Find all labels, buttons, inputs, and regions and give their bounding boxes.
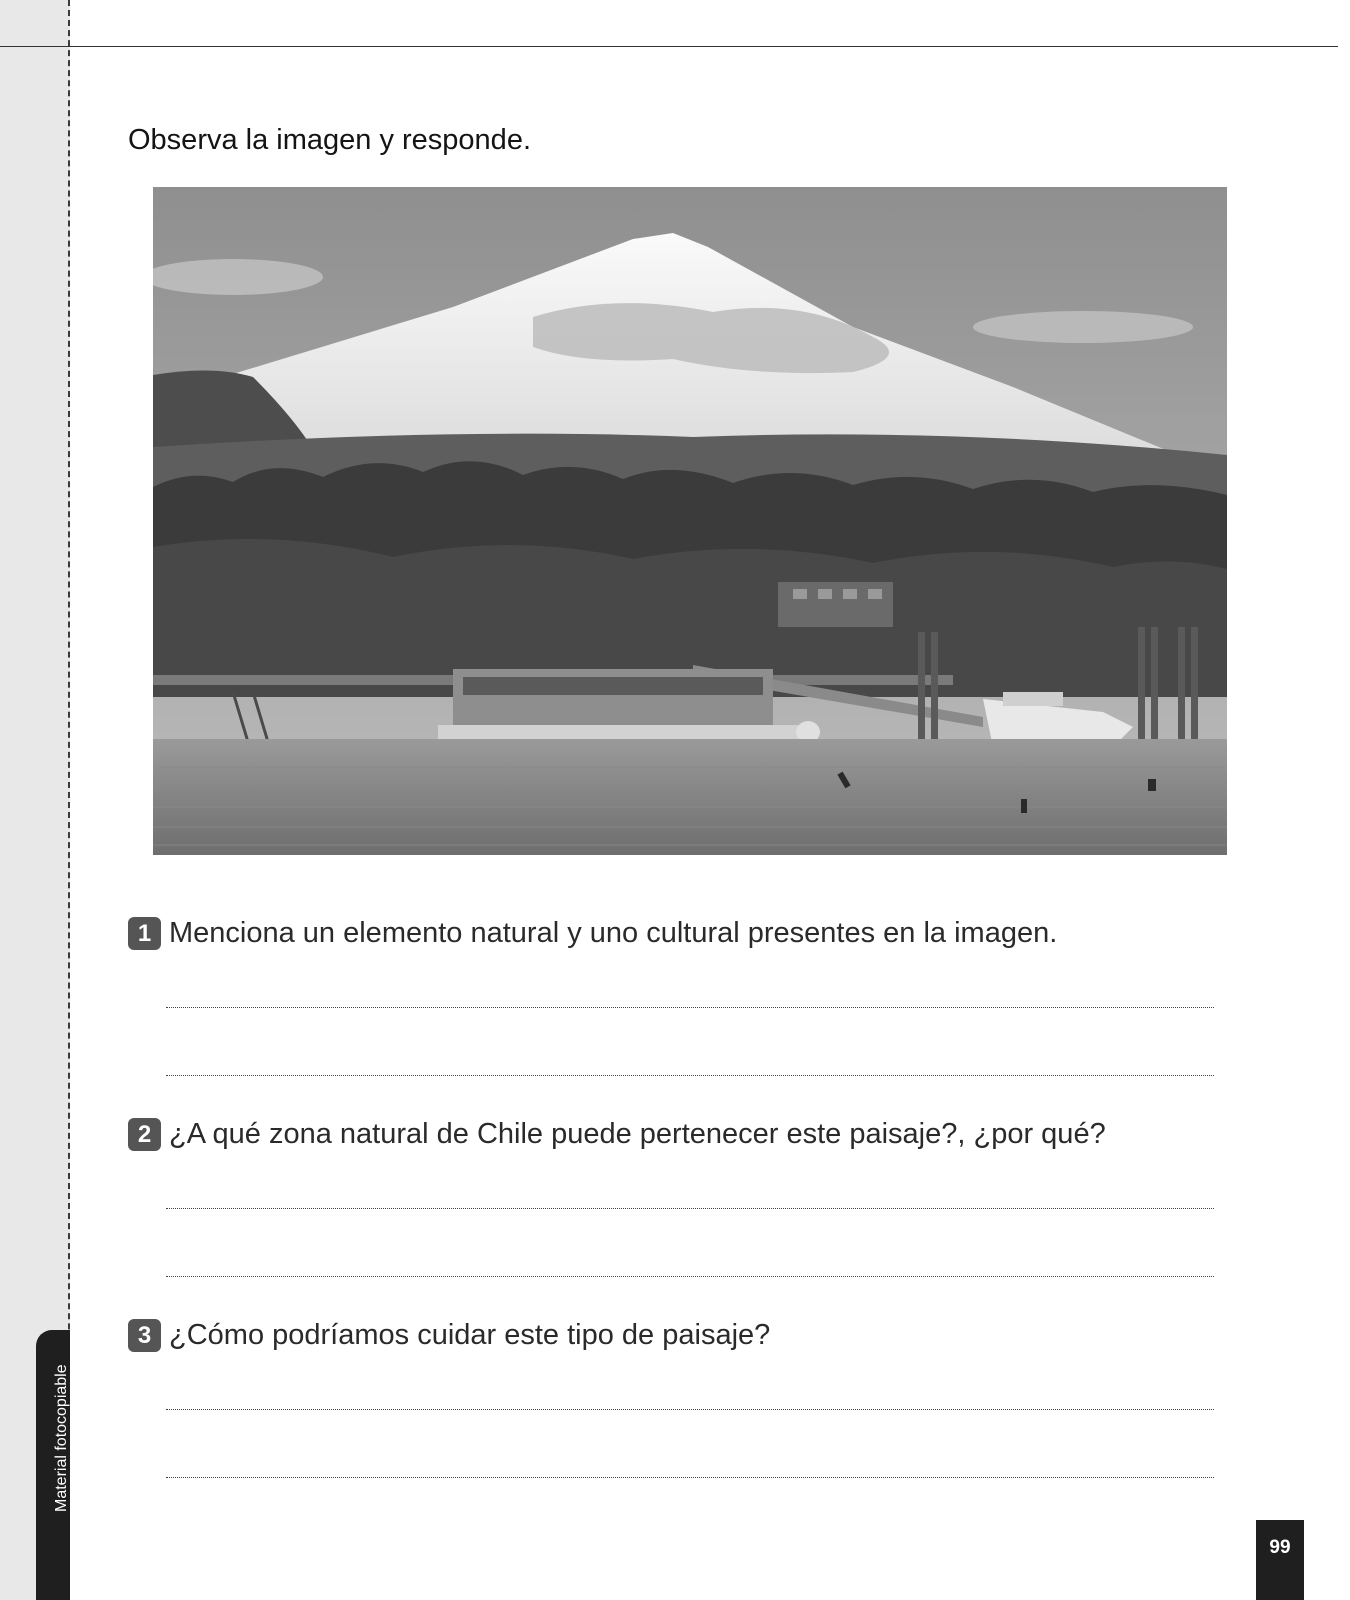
- volcano-lake-photo: [153, 187, 1227, 855]
- question-2-number: 2: [128, 1118, 161, 1151]
- question-2: [128, 1118, 1106, 1151]
- answer-line-3b[interactable]: [166, 1477, 1214, 1478]
- answer-line-2a[interactable]: [166, 1208, 1214, 1209]
- header-rule: [0, 46, 1338, 47]
- question-2-text: ¿A qué zona natural de Chile puede pertenecer este paisaje?, ¿por qué?: [169, 1118, 1106, 1150]
- answer-line-1b[interactable]: [166, 1075, 1214, 1076]
- answer-line-3a[interactable]: [166, 1409, 1214, 1410]
- answer-line-1a[interactable]: [166, 1007, 1214, 1008]
- question-1: [128, 917, 1057, 950]
- page-number: 99: [1256, 1520, 1304, 1600]
- answer-line-2b[interactable]: [166, 1276, 1214, 1277]
- question-3-number: 3: [128, 1319, 161, 1352]
- question-1-number: 1: [128, 917, 161, 950]
- question-1-text: Menciona un elemento natural y uno cultural presentes en la imagen.: [169, 917, 1058, 949]
- question-3: [128, 1319, 770, 1352]
- side-label: Material fotocopiable: [53, 1364, 70, 1512]
- question-3-text: ¿Cómo podríamos cuidar este tipo de paisaje?: [169, 1319, 771, 1351]
- instruction-text: Observa la imagen y responde.: [128, 124, 531, 156]
